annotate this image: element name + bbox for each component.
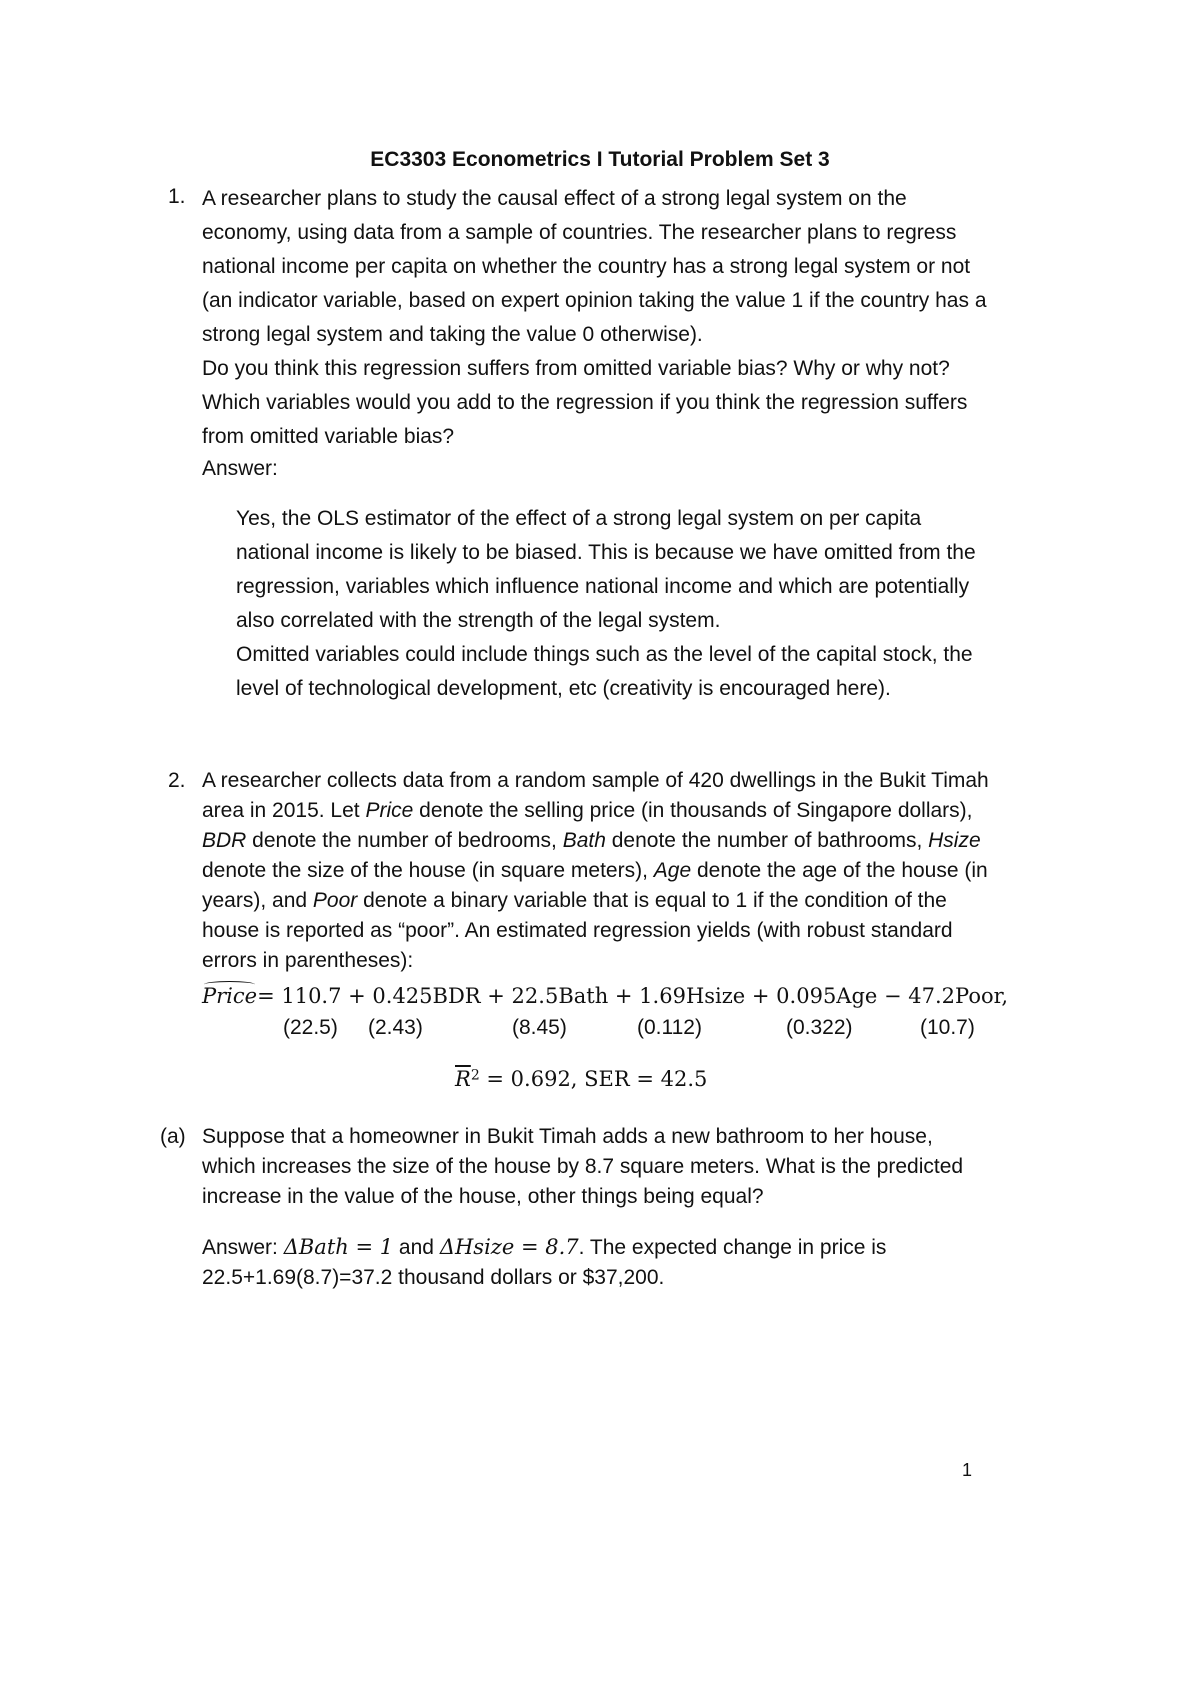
answer-line: also correlated with the strength of the legal system.	[236, 609, 721, 632]
question-1-line: A researcher plans to study the causal effect of a strong legal system on the	[202, 187, 907, 210]
part-a-answer	[202, 1232, 886, 1293]
standard-error: (0.112)	[637, 1016, 702, 1039]
equation-lhs: Price	[202, 984, 258, 1008]
standard-error: (10.7)	[920, 1016, 975, 1039]
question-2-line: denote the size of the house (in square meters), Age denote the age of the house (in	[202, 859, 988, 882]
fit-statistics: $\overline{R}^2 = 0.692$, SER = 42.5	[455, 1067, 708, 1091]
standard-error: (22.5)	[283, 1016, 338, 1039]
question-2-line: years), and Poor denote a binary variable that is equal to 1 if the condition of the	[202, 889, 947, 912]
part-a-label: (a)	[160, 1125, 186, 1148]
question-1-answer	[236, 502, 976, 706]
question-1-line: economy, using data from a sample of countries. The researcher plans to regress	[202, 221, 957, 244]
question-1-line: from omitted variable bias?	[202, 425, 455, 448]
standard-error: (8.45)	[512, 1016, 567, 1039]
question-2-line: area in 2015. Let Price denote the selling price (in thousands of Singapore dollars),	[202, 799, 973, 822]
var-poor: Poor	[312, 889, 358, 912]
adjusted-r-symbol: $\overline{R}$	[455, 1067, 471, 1091]
answer-line: level of technological development, etc (creativity is encouraged here).	[236, 677, 891, 700]
var-hsize: Hsize	[928, 829, 981, 852]
question-1-answer-label: Answer:	[202, 457, 278, 480]
question-1-text	[202, 182, 987, 454]
answer-line: national income is likely to be biased. This is because we have omitted from the	[236, 541, 976, 564]
part-a-answer-line: 22.5+1.69(8.7)=37.2 thousand dollars or $37,200.	[202, 1266, 665, 1289]
question-1-line: Which variables would you add to the regression if you think the regression suffers	[202, 391, 968, 414]
var-bdr: BDR	[202, 829, 247, 852]
var-price: Price	[365, 799, 414, 822]
question-1-line: (an indicator variable, based on expert opinion taking the value 1 if the country has a	[202, 289, 987, 312]
regression-equation	[202, 984, 1008, 1008]
question-1-line: strong legal system and taking the value 0 otherwise).	[202, 323, 703, 346]
standard-error: (2.43)	[368, 1016, 423, 1039]
fit-values: = 0.692, SER = 42.5	[479, 1067, 708, 1091]
part-a-text	[202, 1122, 963, 1212]
part-a-line: which increases the size of the house by 8.7 square meters. What is the predicted	[202, 1155, 964, 1178]
part-a-line: Suppose that a homeowner in Bukit Timah adds a new bathroom to her house,	[202, 1125, 933, 1148]
page-title: EC3303 Econometrics I Tutorial Problem Set 3	[370, 148, 830, 171]
question-2-text	[202, 766, 989, 976]
var-age: Age	[653, 859, 692, 882]
question-2-line: A researcher collects data from a random sample of 420 dwellings in the Bukit Timah	[202, 769, 989, 792]
question-1-line: Do you think this regression suffers from omitted variable bias? Why or why not?	[202, 357, 950, 380]
question-1-line: national income per capita on whether the country has a strong legal system or not	[202, 255, 971, 278]
delta-bath: ΔBath = 1	[283, 1235, 394, 1259]
var-bath: Bath	[562, 829, 606, 852]
question-1-number: 1.	[168, 185, 186, 208]
delta-hsize: ΔHsize = 8.7	[439, 1235, 579, 1259]
answer-line: Yes, the OLS estimator of the effect of a strong legal system on per capita	[236, 507, 922, 530]
part-a-line: increase in the value of the house, other things being equal?	[202, 1185, 764, 1208]
answer-line: Omitted variables could include things such as the level of the capital stock, the	[236, 643, 973, 666]
question-2-line: BDR denote the number of bedrooms, Bath denote the number of bathrooms, Hsize	[202, 829, 981, 852]
question-2-line: house is reported as “poor”. An estimated regression yields (with robust standard	[202, 919, 953, 942]
standard-error: (0.322)	[786, 1016, 853, 1039]
page-number: 1	[962, 1460, 973, 1480]
equation-rhs: = 110.7 + 0.425BDR + 22.5Bath + 1.69Hsize + 0.095Age − 47.2Poor,	[257, 984, 1009, 1008]
question-2-line: errors in parentheses):	[202, 949, 414, 972]
question-2-number: 2.	[168, 769, 186, 792]
part-a-answer-line: Answer: ΔBath = 1 and ΔHsize = 8.7. The expected change in price is	[202, 1235, 887, 1259]
answer-line: regression, variables which influence national income and which are potentially	[236, 575, 970, 598]
